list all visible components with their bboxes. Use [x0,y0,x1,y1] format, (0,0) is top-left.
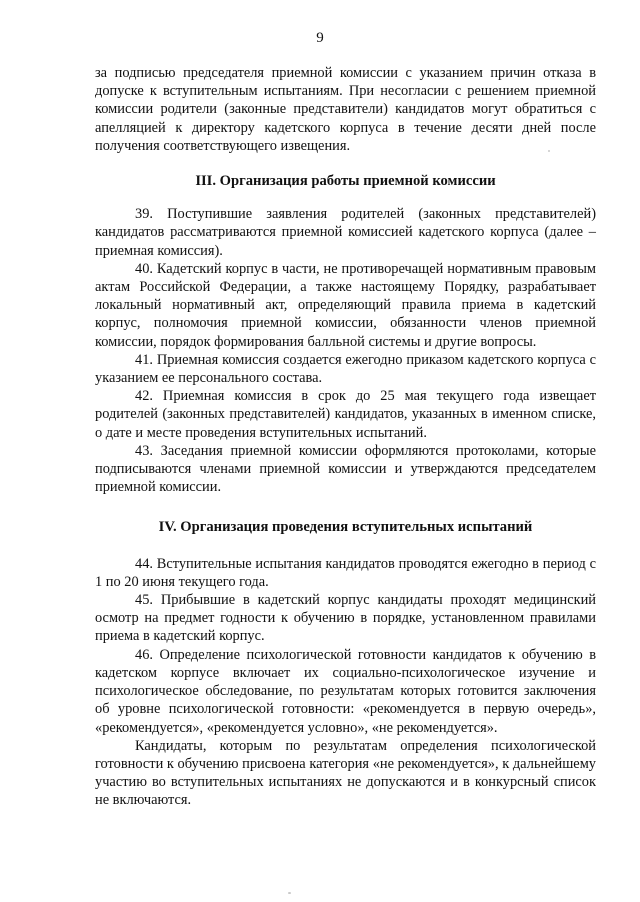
paragraph-42: 42. Приемная комиссия в срок до 25 мая текущего года извещает родителей (законных представителей) кандидатов, указанных в именном списке, о дате и месте проведения вступительных испытаний. [95,388,596,441]
paragraph-40: 40. Кадетский корпус в части, не противоречащей нормативным правовым актам Российской Федерации, а также настоящему Порядку, разрабатывает локальный нормативный акт, определяющий правила приема в кадетский корпус, полномочия приемной комиссии, обязанности членов приемной комиссии, порядок формирования балльной системы и другие вопросы. [95,260,596,350]
paragraph-45: 45. Прибывшие в кадетский корпус кандидаты проходят медицинский осмотр на предмет годности к обучению в порядке, установленном правилами приема в кадетский корпус. [95,592,596,645]
paragraph-41: 41. Приемная комиссия создается ежегодно приказом кадетского корпуса с указанием ее персонального состава. [95,351,596,387]
page-number: 9 [316,30,324,46]
scan-speck [548,150,550,152]
scan-speck [288,892,291,894]
paragraph-39: 39. Поступившие заявления родителей (законных представителей) кандидатов рассматриваются приемной комиссией кадетского корпуса (далее – приемная комиссия). [95,206,596,259]
section-heading-iii: III. Организация работы приемной комиссии [195,173,496,190]
paragraph-44: 44. Вступительные испытания кандидатов проводятся ежегодно в период с 1 по 20 июня текущего года. [95,555,596,590]
intro-paragraph: за подписью председателя приемной комиссии с указанием причин отказа в допуске к вступительным испытаниям. При несогласии с решением приемной комиссии родители (законные представители) кандидатов могут обратиться с апелляцией к директору кадетского корпуса в течение десяти дней после получения соответствующего извещения. [95,65,596,154]
paragraph-46: 46. Определение психологической готовности кандидатов к обучению в кадетском корпусе включает их социально-психологическое изучение и психологическое обследование, по результатам которых готовится заключения об уровне психологической готовности: «рекомендуется в первую очередь», «рекомендуется», «рекомендуется условно», «не рекомендуется». [95,646,596,736]
paragraph-43: 43. Заседания приемной комиссии оформляются протоколами, которые подписываются членами приемной комиссии и утверждаются председателем приемной комиссии. [95,442,596,496]
document-body [95,64,596,810]
paragraph-candidates: Кандидаты, которым по результатам определения психологической готовности к обучению присвоена категория «не рекомендуется», к дальнейшему участию во вступительных испытаниях не допускаются и в конкурсный список не включаются. [95,737,596,809]
section-heading-iv: IV. Организация проведения вступительных испытаний [158,519,533,536]
